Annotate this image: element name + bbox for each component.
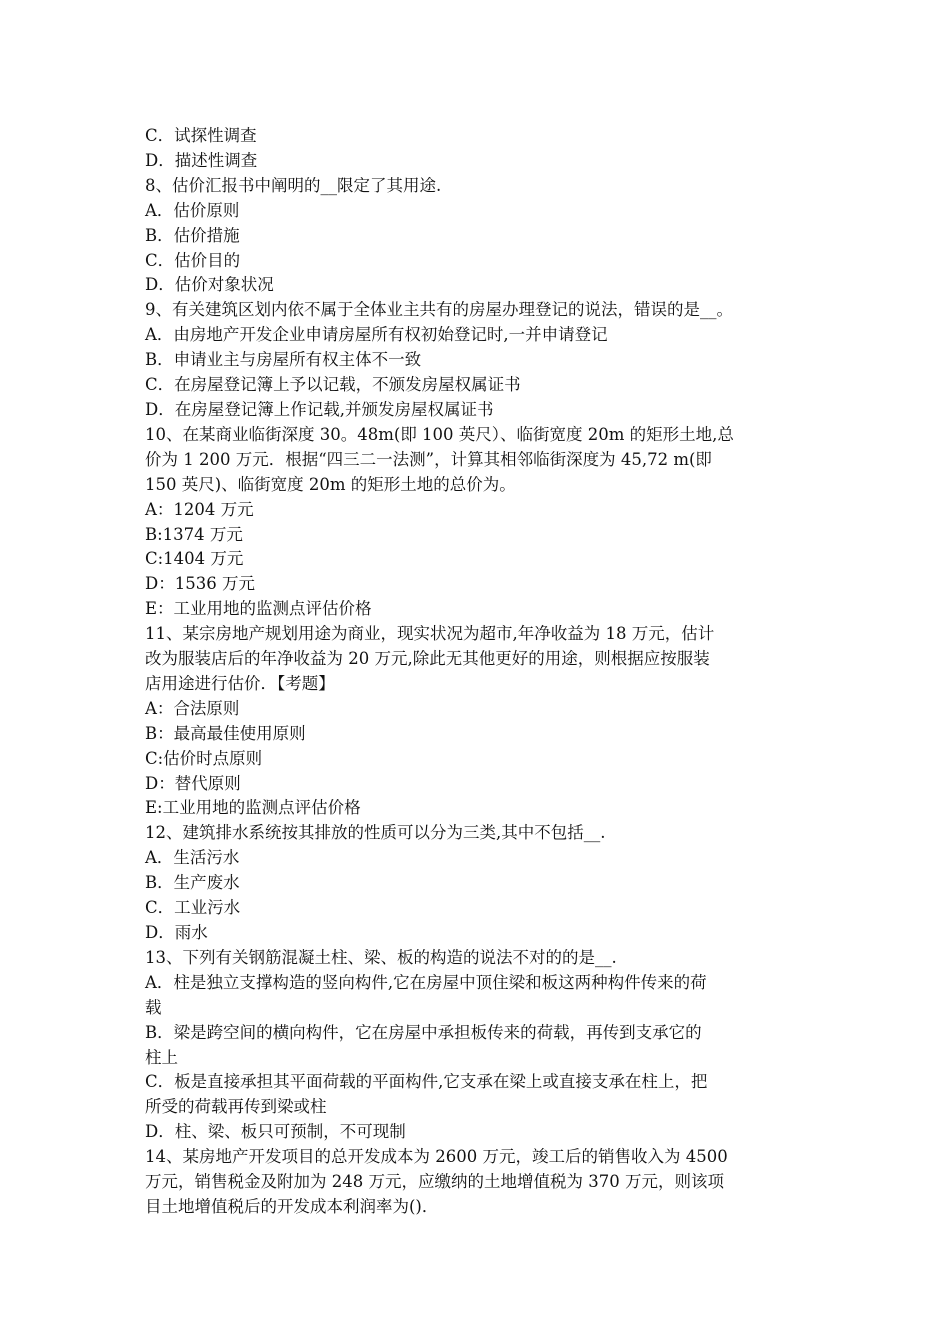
option-line: C．在房屋登记簿上予以记载，不颁发房屋权属证书 [145,375,521,395]
option-line: B．估价措施 [145,225,240,245]
question-11-cont: 店用途进行估价．【考题】 [145,673,335,693]
option-line: D：替代原则 [145,773,241,793]
option-line: B．梁是跨空间的横向构件，它在房屋中承担板传来的荷载，再传到支承它的 [145,1022,702,1042]
question-9: 9、有关建筑区划内依不属于全体业主共有的房屋办理登记的说法，错误的是__。 [145,300,733,320]
option-line: D．雨水 [145,923,208,942]
option-line-cont: 载 [145,997,162,1017]
question-14: 14、某房地产开发项目的总开发成本为 2600 万元，竣工后的销售收入为 4500 [145,1147,728,1167]
option-line: E:工业用地的监测点评估价格 [145,798,361,818]
question-10-cont: 价为 1 200 万元．根据“四三二一法测”，计算其相邻临街深度为 45,72 m(即 [145,449,712,469]
option-line: C．工业污水 [145,898,241,918]
document-page [145,124,825,1220]
option-line: E：工业用地的监测点评估价格 [145,599,372,619]
option-line: B：最高最佳使用原则 [145,723,306,743]
question-11: 11、某宗房地产规划用途为商业，现实状况为超市,年净收益为 18 万元，估计 [145,624,715,644]
option-line: A：1204 万元 [145,499,254,519]
option-line: B:1374 万元 [145,524,243,544]
question-12: 12、建筑排水系统按其排放的性质可以分为三类,其中不包括__. [145,823,606,843]
option-line: D．估价对象状况 [145,275,274,295]
option-line: D．柱、梁、板只可预制，不可现制 [145,1122,406,1142]
question-8: 8、估价汇报书中阐明的__限定了其用途. [145,175,442,195]
text-line: D．描述性调查 [145,150,258,170]
question-10-cont: 150 英尺)、临街宽度 20m 的矩形土地的总价为。 [145,474,516,494]
option-line: A：合法原则 [145,698,240,718]
option-line-cont: 所受的荷载再传到梁或柱 [145,1097,327,1117]
option-line: D：1536 万元 [145,574,255,594]
option-line: A．估价原则 [145,200,240,220]
option-line: C:估价时点原则 [145,748,263,768]
option-line: A．由房地产开发企业申请房屋所有权初始登记时,一并申请登记 [145,325,608,345]
option-line: A．生活污水 [145,848,240,868]
question-13: 13、下列有关钢筋混凝土柱、梁、板的构造的说法不对的的是__. [145,947,617,967]
question-10: 10、在某商业临街深度 30。48m(即 100 英尺）、临街宽度 20m 的矩形土地,总 [145,424,734,444]
question-14-cont: 万元，销售税金及附加为 248 万元，应缴纳的土地增值税为 370 万元，则该项 [145,1172,724,1192]
option-line: C．板是直接承担其平面荷载的平面构件,它支承在梁上或直接支承在柱上，把 [145,1072,708,1092]
text-line: C．试探性调查 [145,126,257,145]
option-line: C．估价目的 [145,250,241,270]
option-line: B．生产废水 [145,873,240,893]
question-11-cont: 改为服装店后的年净收益为 20 万元,除此无其他更好的用途，则根据应按服装 [145,649,710,669]
option-line: B．申请业主与房屋所有权主体不一致 [145,350,422,370]
option-line: C:1404 万元 [145,549,244,569]
option-line-cont: 柱上 [145,1047,178,1067]
option-line: D．在房屋登记簿上作记载,并颁发房屋权属证书 [145,399,494,419]
option-line: A．柱是独立支撑构造的竖向构件,它在房屋中顶住梁和板这两种构件传来的荷 [145,972,707,992]
question-14-cont: 目土地增值税后的开发成本利润率为()． [145,1196,439,1216]
